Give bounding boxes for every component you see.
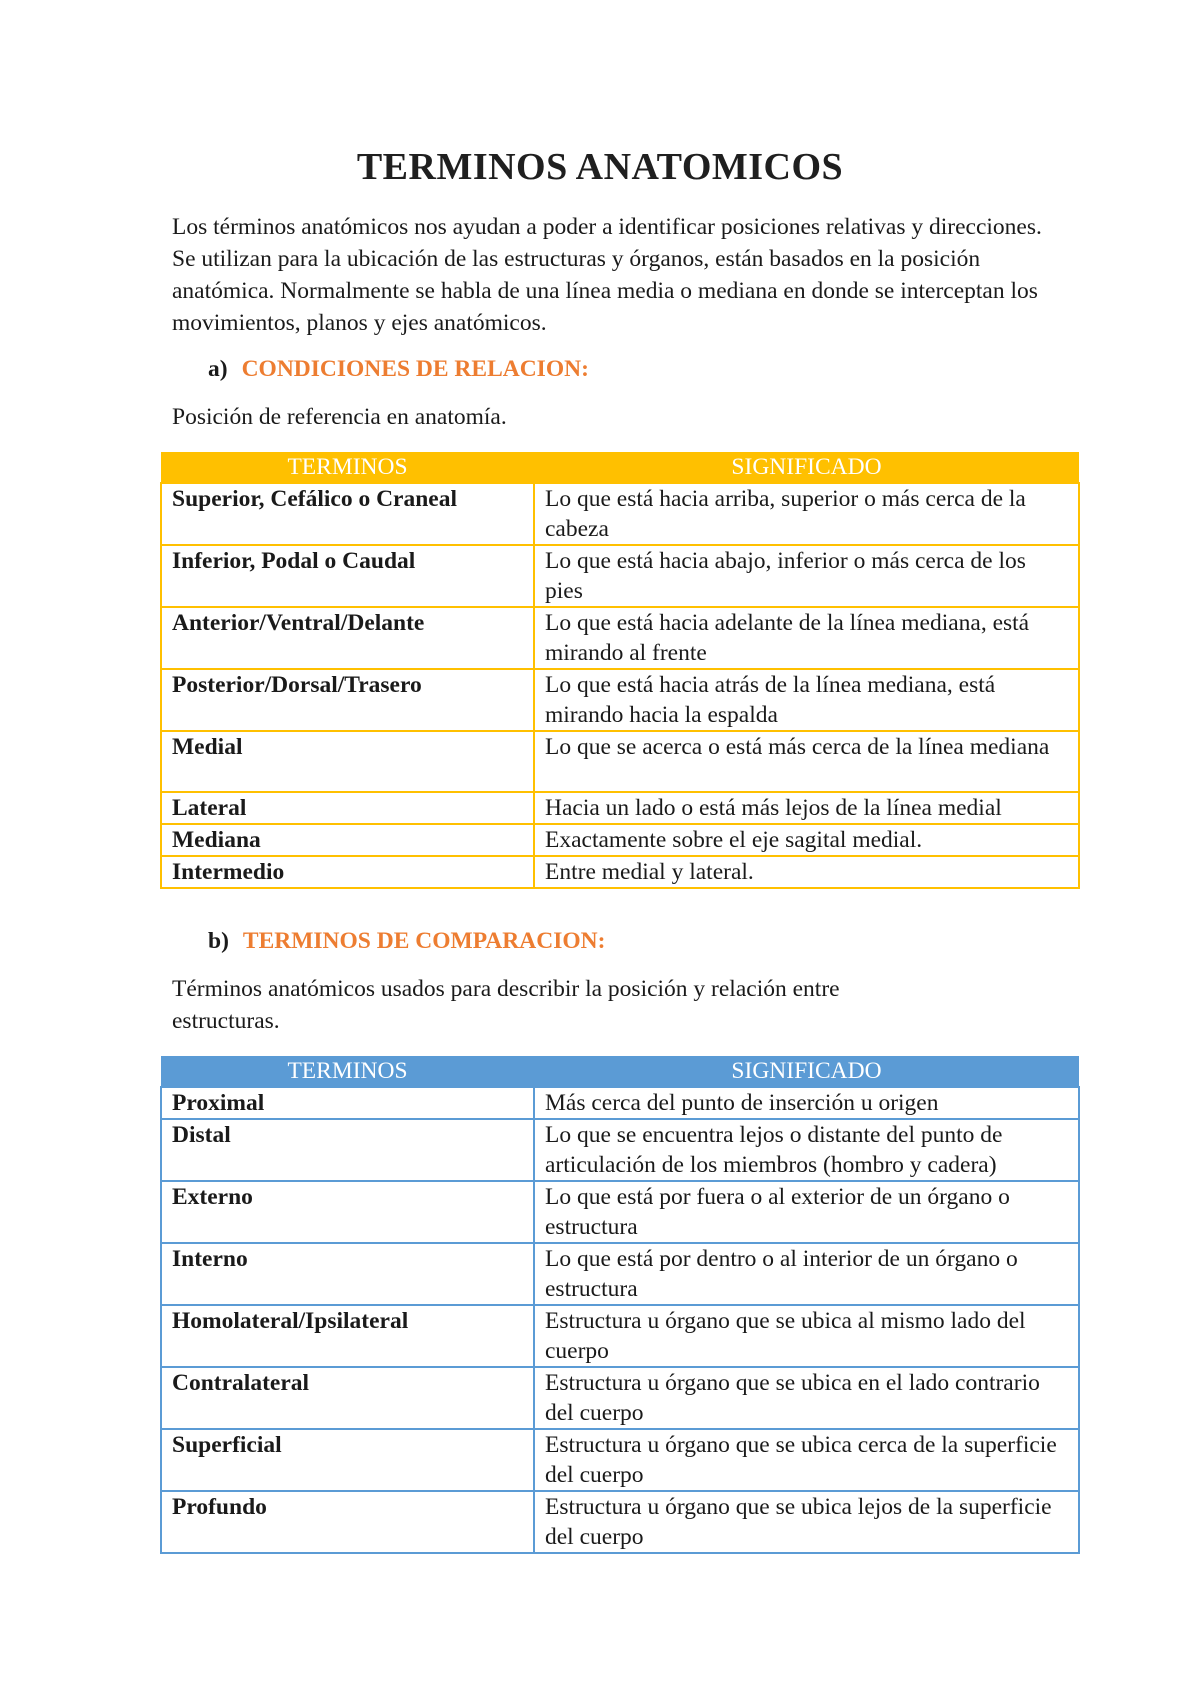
table-row	[161, 792, 1079, 824]
table-row	[161, 1087, 1079, 1119]
term-cell: Interno	[161, 1243, 534, 1305]
term-cell: Anterior/Ventral/Delante	[161, 607, 534, 669]
table-row	[161, 1119, 1079, 1181]
term-cell: Homolateral/Ipsilateral	[161, 1305, 534, 1367]
meaning-cell: Lo que está hacia atrás de la línea mediana, está mirando hacia la espalda	[534, 669, 1079, 731]
section-b-heading	[208, 928, 605, 955]
table-row	[161, 1243, 1079, 1305]
page-title: TERMINOS ANATOMICOS	[356, 146, 844, 188]
table-row	[161, 856, 1079, 888]
table-row	[161, 824, 1079, 856]
table-row	[161, 1429, 1079, 1491]
table-row	[161, 545, 1079, 607]
term-cell: Profundo	[161, 1491, 534, 1553]
column-header-terms: TERMINOS	[161, 1056, 534, 1087]
section-b-title: TERMINOS DE COMPARACION:	[242, 928, 606, 954]
section-a-heading	[208, 356, 589, 383]
term-cell: Distal	[161, 1119, 534, 1181]
section-a-letter: a)	[208, 356, 228, 382]
table-row	[161, 1491, 1079, 1553]
term-cell: Proximal	[161, 1087, 534, 1119]
meaning-cell: Hacia un lado o está más lejos de la línea medial	[534, 792, 1079, 824]
meaning-cell: Lo que está hacia abajo, inferior o más cerca de los pies	[534, 545, 1079, 607]
section-a-description: Posición de referencia en anatomía.	[172, 404, 507, 430]
section-a-title: CONDICIONES DE RELACION:	[241, 356, 589, 382]
table-row	[161, 669, 1079, 731]
table-row	[161, 483, 1079, 545]
term-cell: Inferior, Podal o Caudal	[161, 545, 534, 607]
term-cell: Externo	[161, 1181, 534, 1243]
meaning-cell: Lo que está hacia adelante de la línea mediana, está mirando al frente	[534, 607, 1079, 669]
meaning-cell: Entre medial y lateral.	[534, 856, 1079, 888]
column-header-meaning: SIGNIFICADO	[534, 1056, 1079, 1087]
table-row	[161, 1181, 1079, 1243]
meaning-cell: Lo que está hacia arriba, superior o más cerca de la cabeza	[534, 483, 1079, 545]
table-header-row	[161, 1056, 1079, 1087]
meaning-cell: Lo que se acerca o está más cerca de la línea mediana	[534, 731, 1079, 792]
table-row	[161, 607, 1079, 669]
table-header-row	[161, 452, 1079, 483]
meaning-cell: Estructura u órgano que se ubica al mismo lado del cuerpo	[534, 1305, 1079, 1367]
term-cell: Medial	[161, 731, 534, 792]
column-header-meaning: SIGNIFICADO	[534, 452, 1079, 483]
meaning-cell: Lo que está por dentro o al interior de un órgano o estructura	[534, 1243, 1079, 1305]
meaning-cell: Estructura u órgano que se ubica lejos de la superficie del cuerpo	[534, 1491, 1079, 1553]
meaning-cell: Estructura u órgano que se ubica en el lado contrario del cuerpo	[534, 1367, 1079, 1429]
meaning-cell: Estructura u órgano que se ubica cerca de la superficie del cuerpo	[534, 1429, 1079, 1491]
table-row	[161, 1305, 1079, 1367]
section-b-letter: b)	[208, 928, 229, 954]
column-header-terms: TERMINOS	[161, 452, 534, 483]
intro-paragraph: Los términos anatómicos nos ayudan a poder a identificar posiciones relativas y direcciones. Se utilizan para la ubicación de las estructuras y órganos, están basados en la posición anatómica. Normalmente se habla de una línea media o mediana en donde se interceptan los movimientos, planos y ejes anatómicos.	[172, 214, 1042, 336]
meaning-cell: Lo que está por fuera o al exterior de un órgano o estructura	[534, 1181, 1079, 1243]
table-row	[161, 1367, 1079, 1429]
table-row	[161, 731, 1079, 792]
term-cell: Superficial	[161, 1429, 534, 1491]
term-cell: Intermedio	[161, 856, 534, 888]
comparison-terms-table	[160, 1056, 1080, 1554]
term-cell: Contralateral	[161, 1367, 534, 1429]
term-cell: Lateral	[161, 792, 534, 824]
section-b-description: Términos anatómicos usados para describir la posición y relación entre estructuras.	[172, 976, 840, 1034]
term-cell: Mediana	[161, 824, 534, 856]
meaning-cell: Lo que se encuentra lejos o distante del punto de articulación de los miembros (hombro y cadera)	[534, 1119, 1079, 1181]
meaning-cell: Más cerca del punto de inserción u origen	[534, 1087, 1079, 1119]
term-cell: Superior, Cefálico o Craneal	[161, 483, 534, 545]
meaning-cell: Exactamente sobre el eje sagital medial.	[534, 824, 1079, 856]
relation-terms-table	[160, 452, 1080, 889]
term-cell: Posterior/Dorsal/Trasero	[161, 669, 534, 731]
